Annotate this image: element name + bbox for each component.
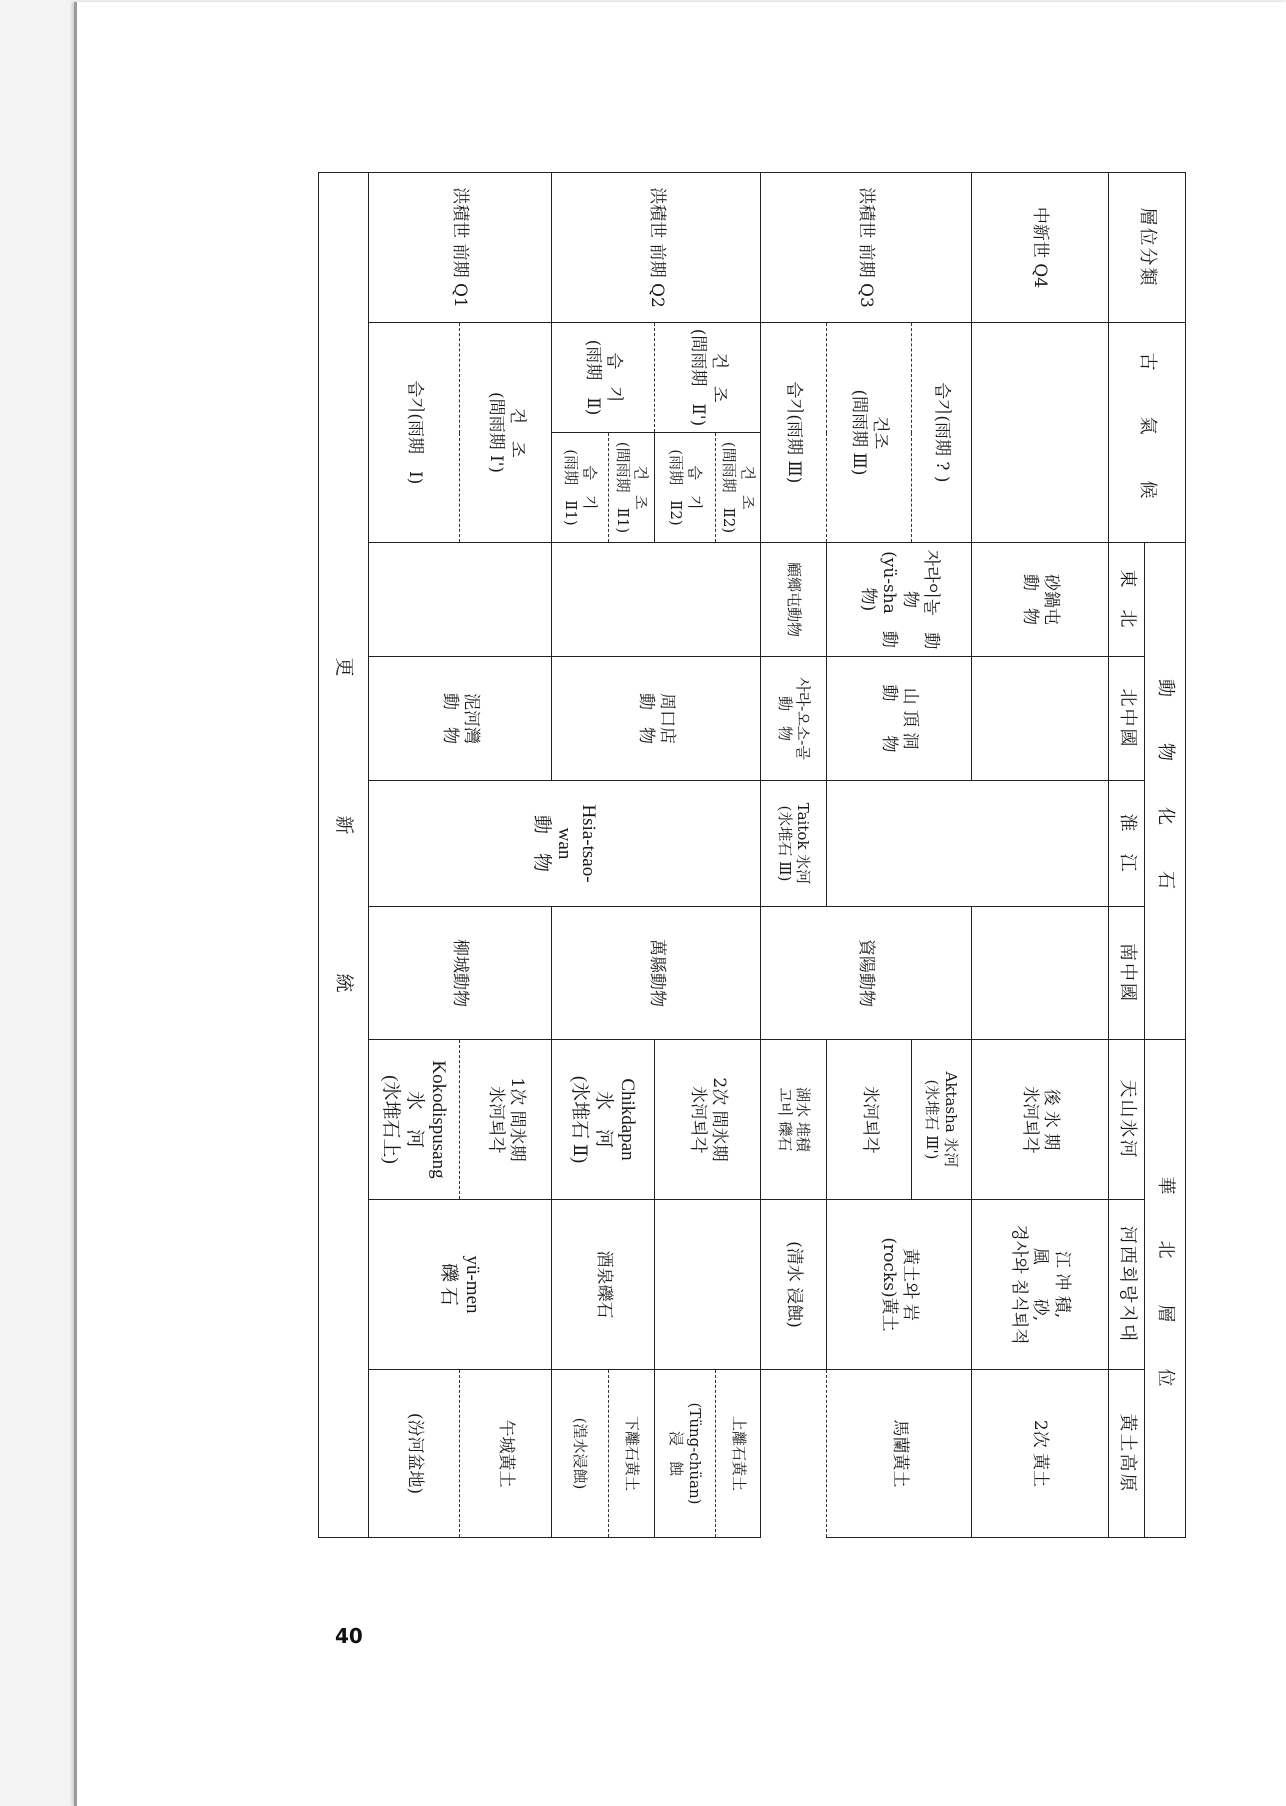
tianshan-4: 2次 間氷期 氷河퇴각 <box>655 1040 761 1200</box>
fauna-south-china-1 <box>971 907 1108 1040</box>
header-stratum-classification: 層位分類 <box>1108 173 1185 323</box>
tianshan-1: 後 氷 期 氷河퇴각 <box>971 1040 1108 1200</box>
climate-dry-interpluvial-3: 건조 (間雨期 Ⅲ) <box>827 323 911 543</box>
strata-group-label: 更 新 統 <box>319 173 369 1538</box>
hexi-1: 江 冲 積, 風 砂, 경사와 침식퇴적 <box>971 1200 1108 1370</box>
fauna-north-china-1 <box>971 657 1108 781</box>
loess-3: (清水 浸蝕) <box>761 1200 827 1370</box>
fauna-northeast-2: 자라이놀 動 物 (yü-sha 動 物) <box>827 543 971 657</box>
loess-5a: 下離石黃土 <box>608 1370 655 1538</box>
hexi-4-blank <box>655 1200 761 1370</box>
climate-humid-pluvial-2-1: 습 기 (雨期 Ⅱ1) <box>551 433 608 543</box>
hexi-3: 湖水 堆積 고비 礫石 <box>761 1040 827 1200</box>
fauna-north-china-3: 사라-오소-골 動 物 <box>761 657 827 781</box>
hexi-2: 黃土와 岩 (rocks)黃土 <box>827 1200 971 1370</box>
hexi-5: 酒泉礫石 <box>551 1200 655 1370</box>
tianshan-5: Chikdapan 氷 河 (氷堆石 Ⅱ) <box>551 1040 655 1200</box>
fauna-south-china-4: 萬縣動物 <box>551 907 760 1040</box>
stratigraphy-table <box>318 172 1186 1538</box>
fauna-northeast-4 <box>551 543 760 657</box>
tianshan-2b: 氷河퇴각 <box>827 1040 911 1200</box>
fauna-huaijiang-blank <box>827 781 1109 907</box>
header-animal-fossils: 動 物 化 石 <box>1145 543 1186 1040</box>
climate-humid-pluvial-2: 습 기 (雨期 Ⅱ) <box>551 323 655 433</box>
fauna-northeast-3: 顧鄉屯動物 <box>761 543 827 657</box>
stratum-q1: 洪積世 前期 Q1 <box>368 173 551 323</box>
header-north-china: 北中國 <box>1108 657 1145 781</box>
stratum-q4: 中新世 Q4 <box>971 173 1108 323</box>
tianshan-6: 1次 間氷期 氷河퇴각 <box>460 1040 551 1200</box>
tianshan-3: Taitok 氷河 (氷堆石 Ⅲ) <box>761 781 827 907</box>
climate-blank <box>971 323 1108 543</box>
loess-2: 馬蘭黃土 <box>827 1370 971 1538</box>
loess-6: 午城黃土 <box>460 1370 551 1538</box>
page-number: 40 <box>335 1624 363 1648</box>
loess-4a: 上離石黃土 <box>716 1370 761 1538</box>
fauna-south-china-2: 資陽動物 <box>761 907 971 1040</box>
climate-dry-interpluvial-2-1: 건 조 (間雨期 Ⅱ1) <box>608 433 655 543</box>
stratum-q2: 洪積世 前期 Q2 <box>551 173 760 323</box>
fauna-huaijiang-hsia-tsao-wan: Hsia-tsao- wan 動 物 <box>368 781 760 907</box>
header-northeast: 東 北 <box>1108 543 1145 657</box>
climate-humid-rain-unknown: 습기(雨期 ? ) <box>911 323 971 543</box>
stratum-q3: 洪積世 前期 Q3 <box>761 173 971 323</box>
header-huaijiang: 淮 江 <box>1108 781 1145 907</box>
header-north-china-strata: 華 北 層 位 <box>1145 1040 1186 1538</box>
climate-humid-pluvial-3: 습기(雨期 Ⅲ) <box>761 323 827 543</box>
fauna-south-china-5: 柳城動物 <box>368 907 551 1040</box>
fauna-north-china-2: 山 頂 洞 動 物 <box>827 657 971 781</box>
fauna-north-china-5: 泥河灣 動 物 <box>368 657 551 781</box>
fauna-north-china-4: 周口店 動 物 <box>551 657 760 781</box>
loess-4b: (Tüng-chüan) 浸 蝕 <box>655 1370 716 1538</box>
header-tianshan-glacier: 天山氷河 <box>1108 1040 1145 1200</box>
fauna-northeast-5 <box>368 543 551 657</box>
fauna-northeast-1: 砂鍋屯 動 物 <box>971 543 1108 657</box>
header-south-china: 南中國 <box>1108 907 1145 1040</box>
climate-dry-interpluvial-2prime: 건 조 (間雨期 Ⅱ') <box>655 323 761 433</box>
stratigraphy-table-frame <box>318 172 1186 1537</box>
header-hexi-corridor: 河西회랑지대 <box>1108 1200 1145 1370</box>
loess-1: 2次 黃土 <box>971 1370 1108 1538</box>
climate-humid-pluvial-1: 습기(雨期 Ⅰ) <box>368 323 459 543</box>
climate-humid-pluvial-2-2: 습 기 (雨期 Ⅱ2) <box>655 433 716 543</box>
climate-dry-interpluvial-2-2: 건 조 (間雨期 Ⅱ2) <box>716 433 761 543</box>
hexi-7: yü-men 礫 石 <box>368 1200 551 1370</box>
tianshan-2a: Aktasha 氷河 (氷堆石 Ⅲ') <box>911 1040 971 1200</box>
header-paleoclimate: 古 氣 候 <box>1108 323 1185 543</box>
loess-7: (汾河盆地) <box>368 1370 459 1538</box>
tianshan-7: Kokodispusang 氷 河 (氷堆石上) <box>368 1040 459 1200</box>
header-loess-plateau: 黃土高原 <box>1108 1370 1145 1538</box>
document-page <box>74 2 1286 1806</box>
climate-dry-interpluvial-1prime: 건 조 (間雨期 Ⅰ') <box>460 323 551 543</box>
loess-5b: (湟水浸蝕) <box>551 1370 608 1538</box>
